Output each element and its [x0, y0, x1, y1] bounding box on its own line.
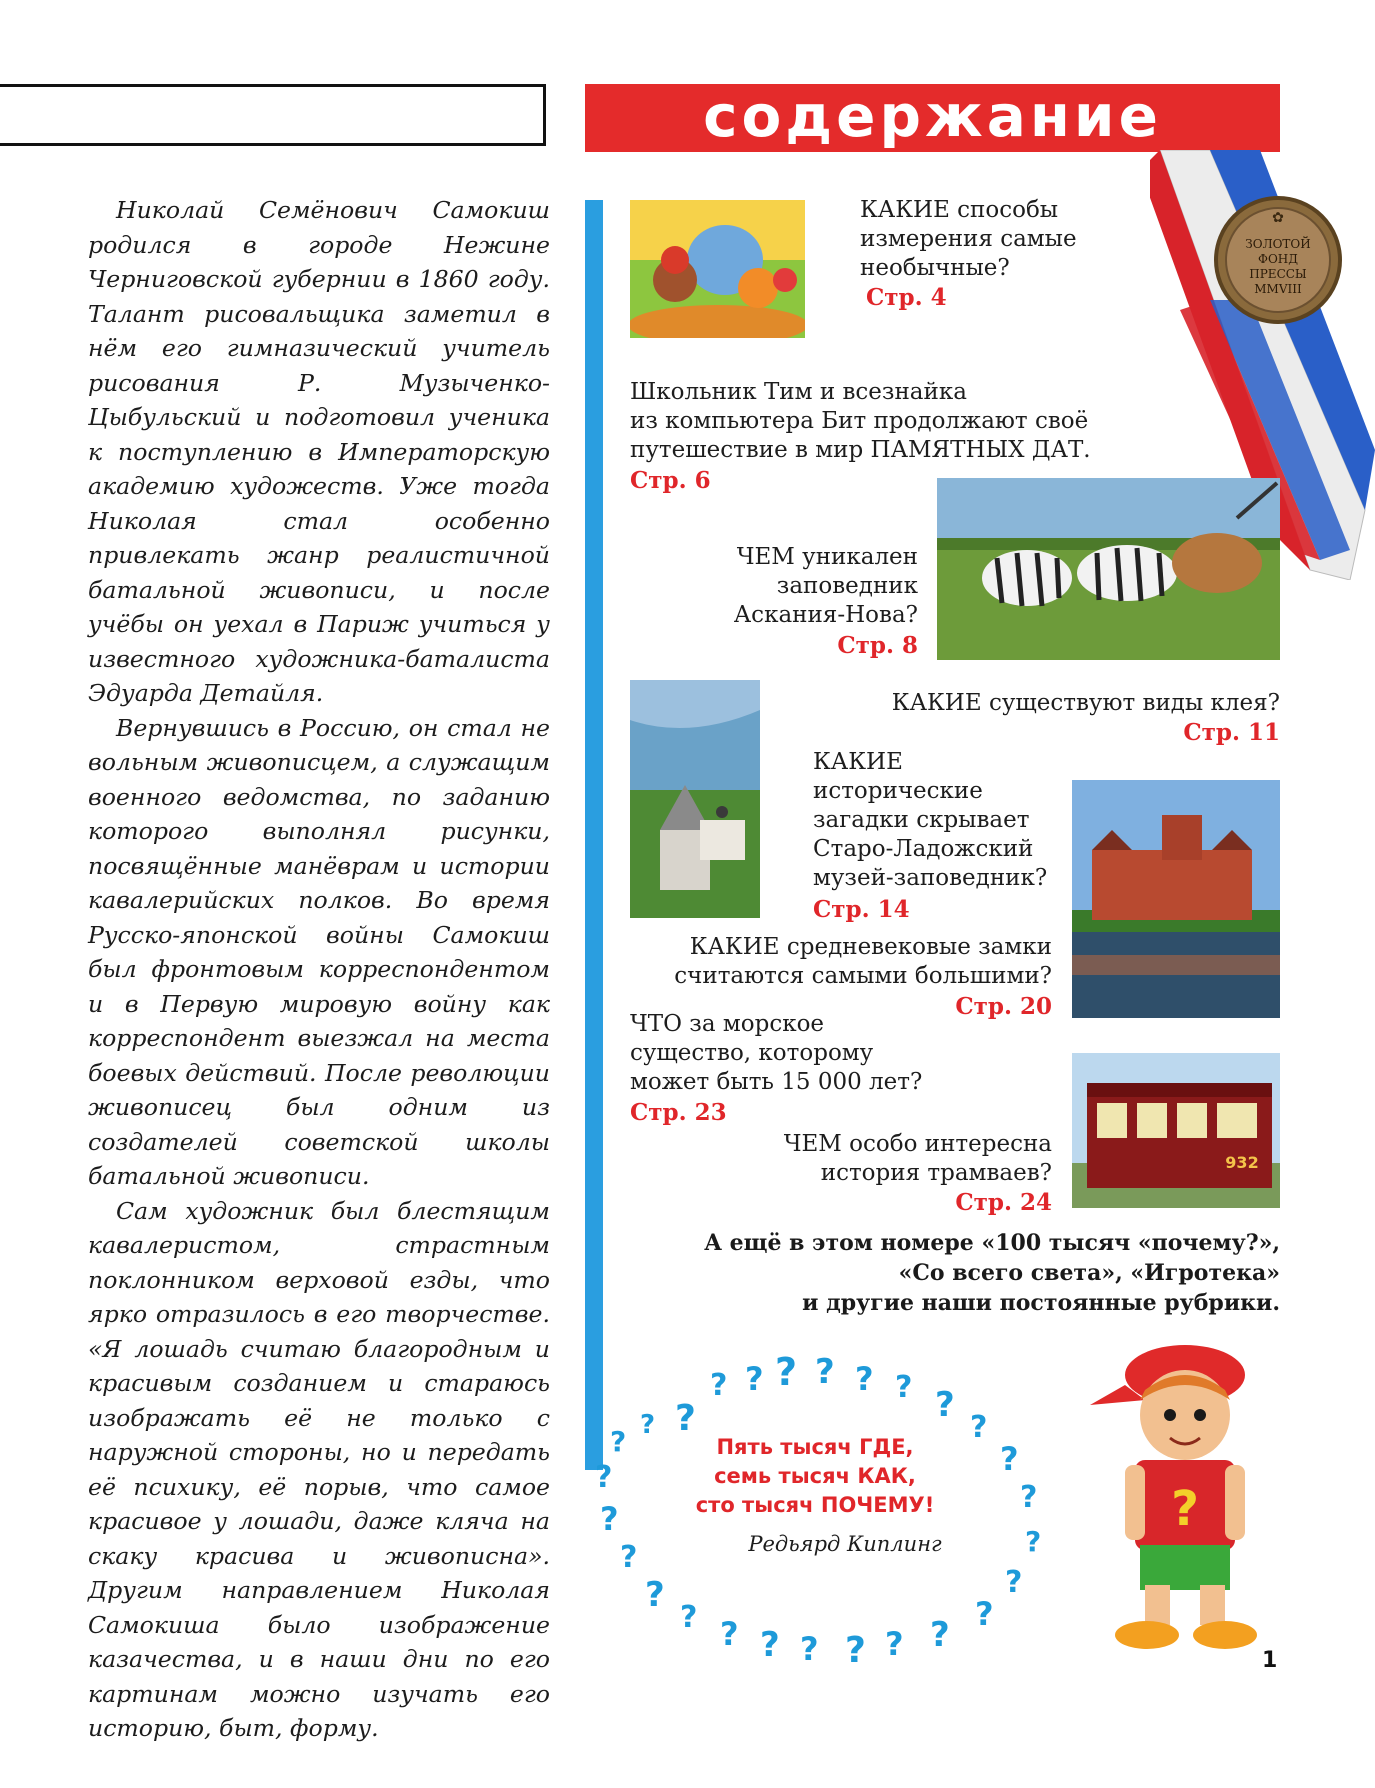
question-mark-icon: ?	[680, 1600, 698, 1635]
toc-entry-2: Школьник Тим и всезнайка из компьютера Бит продолжают своё путешествие в мир ПАМЯТНЫХ ДАТ.	[630, 379, 1091, 463]
question-mark-icon: ?	[815, 1352, 835, 1392]
toc-entry-5: КАКИЕ исторические загадки скрывает Старо-Ладожский музей-заповедник?	[813, 749, 1048, 891]
article-paragraph: Вернувшись в Россию, он стал не вольным живописцем, а служащим военного ведомства, по заданию которого выполнял рисунки, посвящённые манёврам и истории кавалерийских полков. Во время Русско-японской войны Самокиш был фронтовым корреспондентом и в Первую мировую войну как корреспондент выезжал на места боевых действий. После революции живописец был одним из создателей советской школы батальной живописи.	[88, 713, 550, 1190]
question-mark-icon: ?	[970, 1410, 988, 1445]
page-ref-2[interactable]: Стр. 6	[630, 467, 711, 494]
kipling-quote: Пять тысяч ГДЕ, семь тысяч КАК, сто тысяч ПОЧЕМУ!	[695, 1435, 935, 1517]
toc-entry-6: КАКИЕ средневековые замки считаются самыми большими?	[674, 934, 1052, 989]
svg-text:932: 932	[1225, 1153, 1259, 1172]
toc-entry-1: КАКИЕ способы измерения самые необычные?	[860, 197, 1077, 281]
mascot-boy-illustration	[1085, 1330, 1290, 1660]
question-mark-icon: ?	[930, 1615, 950, 1655]
question-mark-icon: ?	[935, 1385, 955, 1425]
fortress-image	[630, 680, 760, 918]
question-mark-icon: ?	[720, 1615, 739, 1653]
cartoon-animals-image	[630, 200, 805, 338]
toc-entry-3: ЧЕМ уникален заповедник Аскания-Нова?	[733, 544, 918, 628]
toc-entry-7: ЧТО за морское существо, которому может быть 15 000 лет?	[630, 1011, 923, 1095]
question-mark-icon: ?	[1025, 1525, 1042, 1558]
question-mark-icon: ?	[845, 1630, 866, 1671]
page-title: содержание	[703, 82, 1162, 150]
page-ref-4[interactable]: Стр. 11	[1183, 719, 1280, 746]
question-mark-icon: ?	[620, 1540, 638, 1575]
question-mark-icon: ?	[775, 1350, 798, 1394]
question-mark-icon: ?	[975, 1595, 994, 1633]
article-paragraph: Сам художник был блестящим кавалеристом, страстным поклонником верховой езды, что ярко отразилось в его творчестве. «Я лошадь считаю благородным и красивым созданием и стараюсь изображать её не только с наружной стороны, но и передать её психику, её порыв, что самое красивое у лошади, даже кляча на скаку красива и живописна». Другим направлением Николая Самокиша было изображение казачества, и в наши дни по его картинам можно изучать его историю, быт, форму.	[88, 1196, 550, 1742]
question-mark-icon: ?	[710, 1368, 728, 1403]
question-mark-icon: ?	[640, 1410, 656, 1440]
question-mark-icon: ?	[675, 1398, 696, 1439]
question-mark-icon: ?	[1000, 1440, 1019, 1478]
castle-image	[1072, 780, 1280, 1018]
svg-text:✿: ✿	[1272, 210, 1284, 226]
question-mark-icon: ?	[1020, 1480, 1038, 1515]
question-mark-icon: ?	[800, 1630, 819, 1668]
blue-side-bar	[585, 200, 603, 1470]
question-mark-icon: ?	[885, 1625, 904, 1663]
seal-line: ФОНД	[1257, 252, 1299, 266]
toc-entry-4: КАКИЕ существуют виды клея?	[891, 690, 1280, 716]
zebras-image	[937, 478, 1280, 660]
page-ref-8[interactable]: Стр. 24	[955, 1189, 1052, 1216]
question-mark-icon: ?	[600, 1500, 619, 1538]
page-number: 1	[1262, 1648, 1278, 1673]
seal-line: ПРЕССЫ	[1249, 267, 1307, 281]
toc-entry-8: ЧЕМ особо интересна история трамваев?	[783, 1131, 1052, 1186]
question-mark-icon: ?	[855, 1360, 874, 1398]
question-mark-icon: ?	[645, 1575, 665, 1615]
top-frame	[0, 84, 546, 146]
also-in-issue-text: А ещё в этом номере «100 тысяч «почему?», «Со всего света», «Игротека» и другие наши постоянные рубрики.	[704, 1230, 1280, 1316]
seal-line: MMVIII	[1254, 282, 1302, 296]
tram-image	[1072, 1053, 1280, 1208]
page-ref-1[interactable]: Стр. 4	[866, 284, 947, 311]
article-text	[88, 193, 550, 1746]
page-ref-5[interactable]: Стр. 14	[813, 896, 910, 923]
question-mark-icon: ?	[595, 1460, 613, 1495]
question-mark-icon: ?	[895, 1370, 913, 1405]
svg-text:?: ?	[1171, 1481, 1199, 1537]
question-mark-icon: ?	[610, 1425, 627, 1458]
question-mark-icon: ?	[1005, 1565, 1023, 1600]
question-mark-icon: ?	[760, 1625, 780, 1665]
quote-author: Редьярд Киплинг	[748, 1532, 942, 1556]
article-paragraph: Николай Семёнович Самокиш родился в городе Нежине Черниговской губернии в 1860 году. Талант рисовальщика заметил в нём его гимназический учитель рисования Р. Музыченко-Цыбульский и подготовил ученика к поступлению в Императорскую академию художеств. Уже тогда Николая стал особенно привлекать жанр реалистичной батальной живописи, и после учёбы он уехал в Париж учиться у известного художника-баталиста Эдуарда Детайля.	[88, 196, 550, 707]
page-ref-7[interactable]: Стр. 23	[630, 1099, 727, 1126]
page-ref-6[interactable]: Стр. 20	[955, 993, 1052, 1020]
page-ref-3[interactable]: Стр. 8	[837, 632, 918, 659]
seal-line: ЗОЛОТОЙ	[1245, 237, 1311, 251]
question-mark-icon: ?	[745, 1360, 764, 1398]
